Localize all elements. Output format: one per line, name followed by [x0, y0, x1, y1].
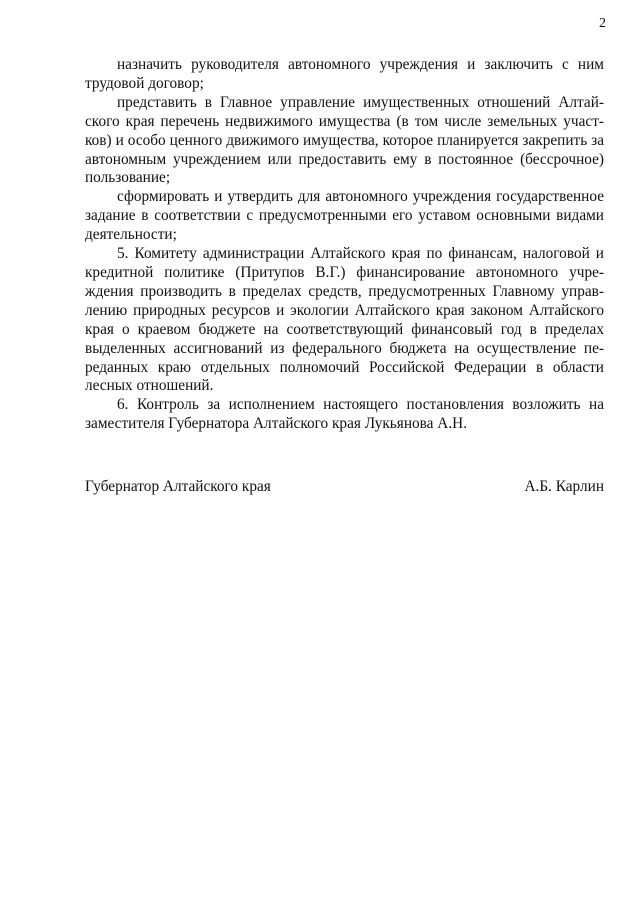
- signature-block: [85, 477, 604, 496]
- document-body: [85, 56, 604, 434]
- signatory-position: Губернатор Алтайского края: [85, 478, 271, 495]
- page-number: 2: [599, 16, 606, 31]
- paragraph-appoint-director: назначить руководителя автономного учреждения и заключить с ним трудовой договор;: [85, 56, 604, 92]
- signatory-name: А.Б. Карлин: [524, 478, 604, 495]
- paragraph-financing: 5. Комитету администрации Алтайского края по финансам, налоговой и кредитной политике (Притупов В.Г.) финансирование автономного учреждения производить в пределах средств, предусмотренных Главному управлению природных ресурсов и экологии Алтайского края законом Алтайского края о краевом бюджете на соответствующий финансовый год в пределах выделенных ассигнований из федерального бюджета на осуществление переданных краю отдельных полномочий Российской Федерации в области лесных отношений.: [85, 245, 604, 395]
- paragraph-control: 6. Контроль за исполнением настоящего постановления возложить на заместителя Губернатора Алтайского края Лукьянова А.Н.: [85, 396, 604, 433]
- paragraph-state-assignment: сформировать и утвердить для автономного учреждения государственное задание в соответствии с предусмотренными его уставом основными видами деятельности;: [85, 188, 604, 244]
- paragraph-property-list: представить в Главное управление имущественных отношений Алтайского края перечень недвижимого имущества (в том числе земельных участков) и особо ценного движимого имущества, которое планируется закрепить за автономным учреждением или предоставить ему в постоянное (бессрочное) пользование;: [85, 93, 604, 187]
